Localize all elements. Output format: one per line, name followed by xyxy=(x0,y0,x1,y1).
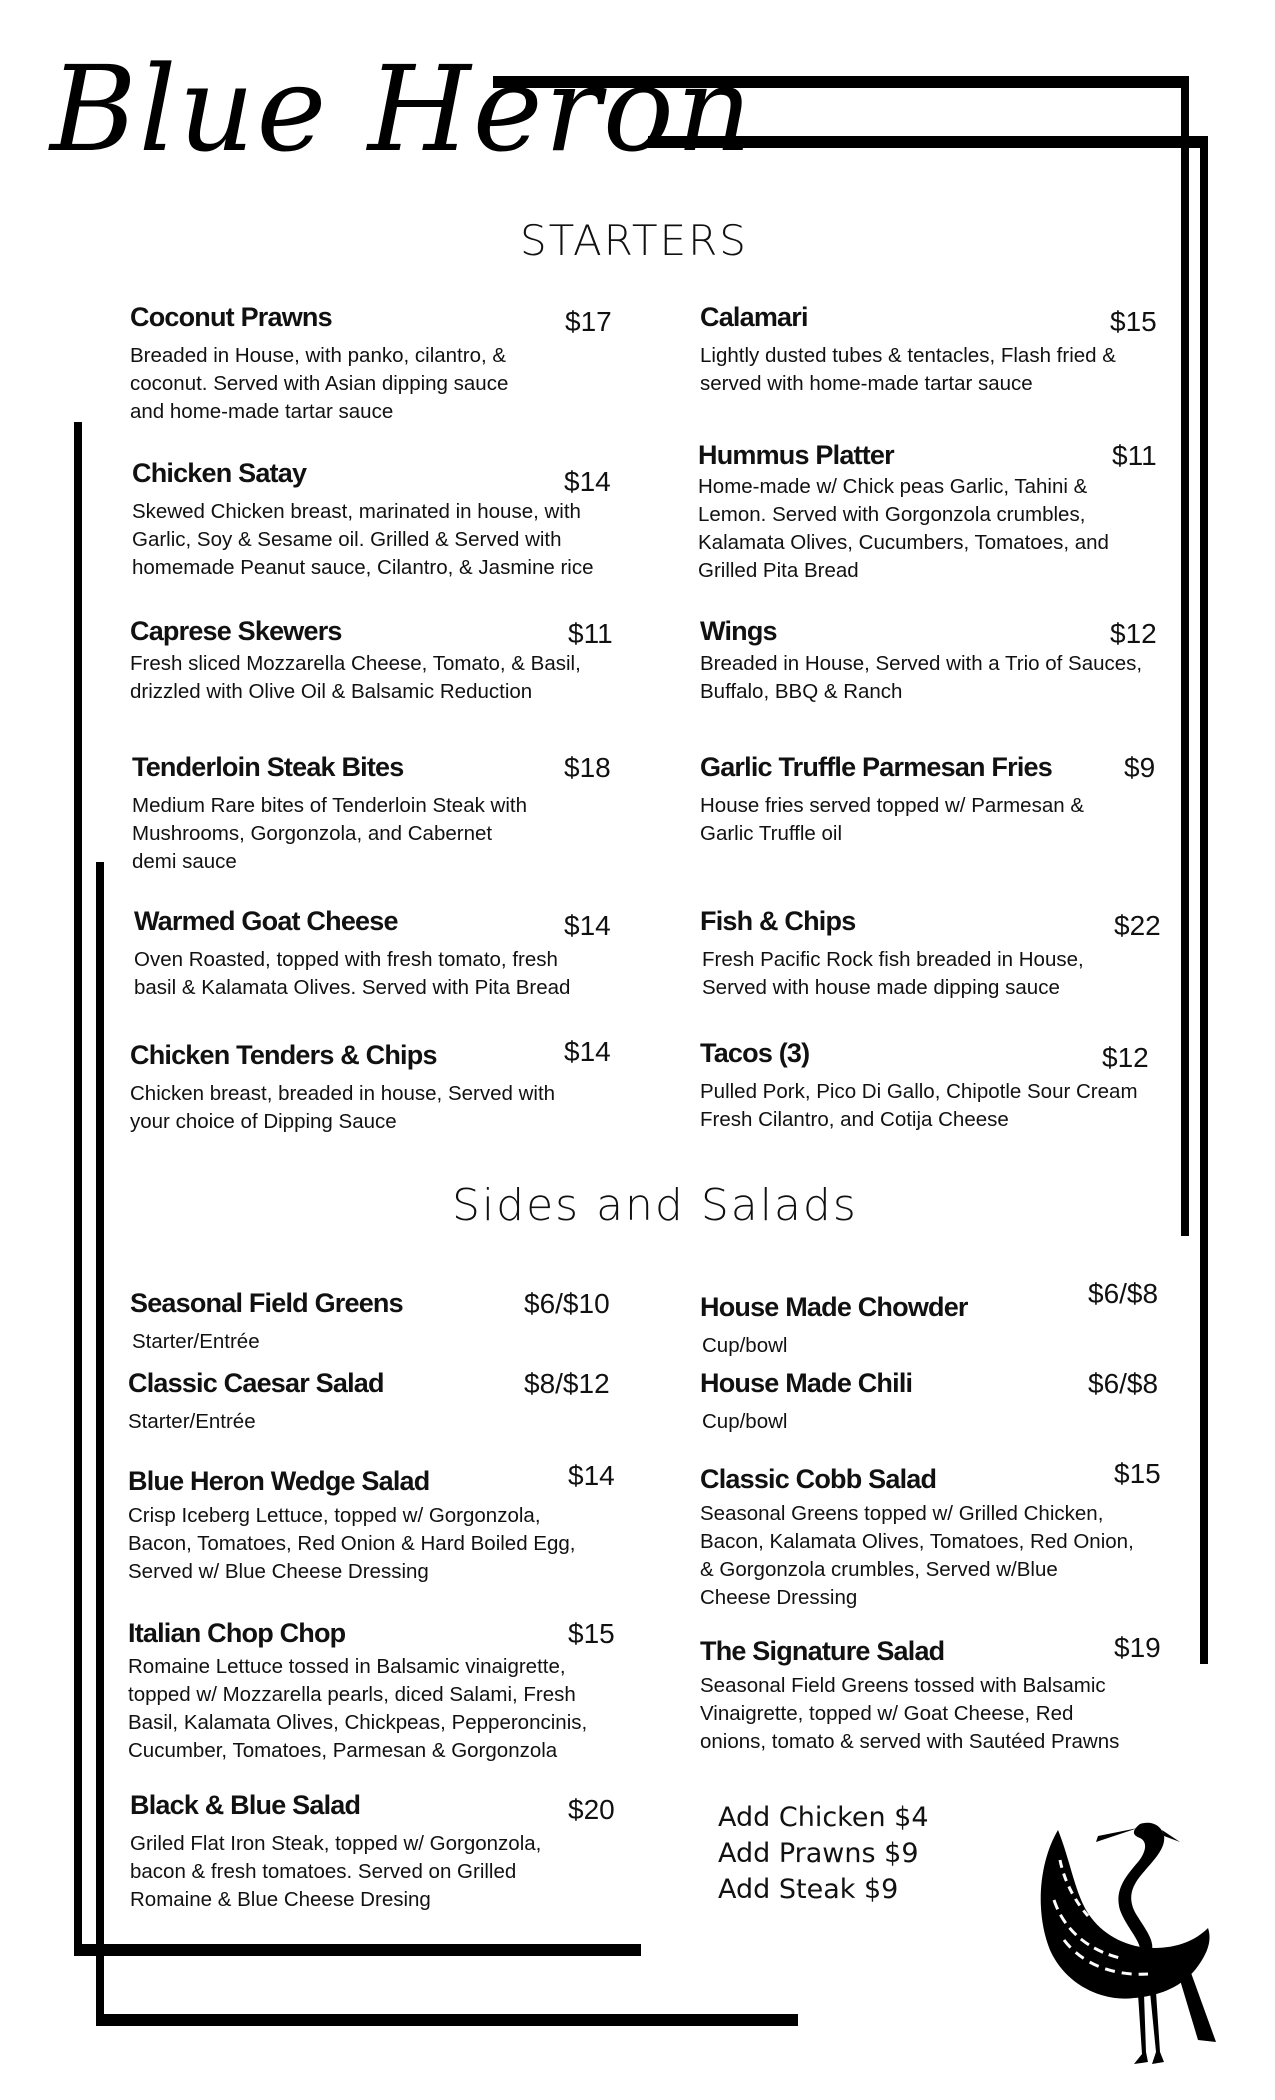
item-name: Chicken Satay xyxy=(132,458,307,488)
heron-silhouette-icon xyxy=(1030,1790,1230,2075)
addons-list xyxy=(718,1800,929,1908)
item-name: Caprese Skewers xyxy=(130,616,342,646)
menu-item-classic-caesar-salad xyxy=(128,1368,620,1436)
menu-item-calamari xyxy=(700,302,1160,398)
item-price: $20 xyxy=(568,1794,615,1825)
item-name: Garlic Truffle Parmesan Fries xyxy=(700,752,1052,782)
item-description: Lightly dusted tubes & tentacles, Flash fried & served with home-made tartar sauce xyxy=(700,344,1116,395)
item-description: Fresh sliced Mozzarella Cheese, Tomato, & Basil, drizzled with Olive Oil & Balsamic Reduction xyxy=(130,652,581,703)
menu-item-blue-heron-wedge xyxy=(128,1460,620,1586)
menu-item-house-made-chowder xyxy=(700,1278,1170,1360)
menu-item-wings xyxy=(700,616,1160,706)
item-name: Tenderloin Steak Bites xyxy=(132,752,404,782)
menu-item-italian-chop-chop xyxy=(128,1618,620,1765)
item-name: Chicken Tenders & Chips xyxy=(130,1040,437,1070)
item-description: Medium Rare bites of Tenderloin Steak with Mushrooms, Gorgonzola, and Cabernet demi sauce xyxy=(132,794,528,873)
item-price: $14 xyxy=(564,1036,611,1067)
item-price: $6/$8 xyxy=(1088,1368,1159,1399)
menu-item-chicken-satay xyxy=(132,458,616,582)
item-price: $15 xyxy=(1110,306,1157,337)
item-price: $14 xyxy=(568,1460,615,1491)
item-description: Cup/bowl xyxy=(702,1334,788,1357)
item-price: $6/$10 xyxy=(524,1288,610,1319)
item-name: Italian Chop Chop xyxy=(128,1618,346,1648)
menu-item-coconut-prawns xyxy=(130,302,616,426)
item-description: Oven Roasted, topped with fresh tomato, fresh basil & Kalamata Olives. Served with Pita Bread xyxy=(134,948,571,999)
frame-bar-bottom-inner xyxy=(96,2014,798,2026)
item-description: Seasonal Greens topped w/ Grilled Chicken, Bacon, Kalamata Olives, Tomatoes, Red Onion, & Gorgonzola crumbles, Served w/Blue Cheese Dressing xyxy=(700,1502,1134,1609)
item-description: Home-made w/ Chick peas Garlic, Tahini & Lemon. Served with Gorgonzola crumbles, Kalamata Olives, Cucumbers, Tomatoes, and Grilled Pita Bread xyxy=(698,475,1109,582)
frame-bar-left-outer xyxy=(74,422,82,1952)
section-title-sides-salads: Sides and Salads xyxy=(452,1180,858,1231)
menu-item-seasonal-field-greens xyxy=(130,1288,620,1356)
item-description: Crisp Iceberg Lettuce, topped w/ Gorgonzola, Bacon, Tomatoes, Red Onion & Hard Boiled Egg, Served w/ Blue Cheese Dressing xyxy=(128,1504,576,1583)
item-description: Starter/Entrée xyxy=(128,1410,256,1433)
item-description: Romaine Lettuce tossed in Balsamic vinaigrette, topped w/ Mozzarella pearls, diced Salami, Fresh Basil, Kalamata Olives, Chickpeas, Pepperoncinis, Cucumber, Tomatoes, Parmesan & Gorgonzola xyxy=(128,1655,588,1762)
item-price: $8/$12 xyxy=(524,1368,610,1399)
item-price: $12 xyxy=(1102,1042,1149,1073)
menu-item-tenderloin-steak-bites xyxy=(132,752,616,876)
item-price: $11 xyxy=(568,618,613,649)
menu-item-garlic-truffle-fries xyxy=(700,752,1160,848)
item-name: The Signature Salad xyxy=(700,1636,945,1666)
item-description: House fries served topped w/ Parmesan & Garlic Truffle oil xyxy=(700,794,1084,845)
frame-bar-right-outer xyxy=(1181,76,1189,1236)
item-price: $22 xyxy=(1114,910,1161,941)
addon-chicken: Add Chicken $4 xyxy=(718,1802,929,1833)
frame-bar-left-inner xyxy=(96,862,104,2024)
item-name: Hummus Platter xyxy=(698,440,894,470)
item-description: Cup/bowl xyxy=(702,1410,788,1433)
frame-bar-bottom-outer xyxy=(74,1944,641,1956)
item-name: Blue Heron Wedge Salad xyxy=(128,1466,430,1496)
section-title-starters: STARTERS xyxy=(520,216,748,265)
item-description: Griled Flat Iron Steak, topped w/ Gorgonzola, bacon & fresh tomatoes. Served on Grilled Romaine & Blue Cheese Dresing xyxy=(130,1832,542,1911)
item-price: $12 xyxy=(1110,618,1157,649)
item-price: $17 xyxy=(565,306,612,337)
menu-item-warmed-goat-cheese xyxy=(134,906,616,1002)
menu-item-classic-cobb-salad xyxy=(700,1458,1170,1612)
item-price: $18 xyxy=(564,752,611,783)
item-name: Classic Cobb Salad xyxy=(700,1464,937,1494)
item-name: Black & Blue Salad xyxy=(130,1790,361,1820)
brand-logo: Blue Heron xyxy=(50,40,754,178)
item-name: Tacos (3) xyxy=(700,1038,810,1068)
item-price: $14 xyxy=(564,466,611,497)
item-price: $15 xyxy=(568,1618,615,1649)
item-name: Warmed Goat Cheese xyxy=(134,906,398,936)
item-price: $19 xyxy=(1114,1632,1161,1663)
item-description: Seasonal Field Greens tossed with Balsamic Vinaigrette, topped w/ Goat Cheese, Red onions, tomato & served with Sautéed Prawns xyxy=(700,1674,1120,1753)
addon-steak: Add Steak $9 xyxy=(718,1874,899,1905)
item-price: $6/$8 xyxy=(1088,1278,1159,1309)
menu-item-fish-and-chips xyxy=(700,906,1160,1002)
item-description: Starter/Entrée xyxy=(132,1330,260,1353)
item-description: Fresh Pacific Rock fish breaded in House, Served with house made dipping sauce xyxy=(702,948,1084,999)
item-description: Pulled Pork, Pico Di Gallo, Chipotle Sour Cream Fresh Cilantro, and Cotija Cheese xyxy=(700,1080,1138,1131)
item-name: House Made Chowder xyxy=(700,1292,968,1322)
item-name: Coconut Prawns xyxy=(130,302,332,332)
item-name: Calamari xyxy=(700,302,808,332)
item-price: $9 xyxy=(1124,752,1156,783)
item-name: House Made Chili xyxy=(700,1368,913,1398)
item-description: Breaded in House, Served with a Trio of Sauces, Buffalo, BBQ & Ranch xyxy=(700,652,1143,703)
item-description: Breaded in House, with panko, cilantro, & coconut. Served with Asian dipping sauce and home-made tartar sauce xyxy=(130,344,509,423)
item-name: Wings xyxy=(700,616,777,646)
menu-item-chicken-tenders xyxy=(130,1036,616,1136)
item-price: $15 xyxy=(1114,1458,1161,1489)
item-description: Chicken breast, breaded in house, Served with your choice of Dipping Sauce xyxy=(130,1082,556,1133)
frame-bar-right-inner xyxy=(1200,136,1208,1664)
menu-item-house-made-chili xyxy=(700,1368,1170,1436)
item-description: Skewed Chicken breast, marinated in house, with Garlic, Soy & Sesame oil. Grilled & Served with homemade Peanut sauce, Cilantro, & Jasmine rice xyxy=(132,500,594,579)
item-name: Seasonal Field Greens xyxy=(130,1288,403,1318)
item-name: Fish & Chips xyxy=(700,906,856,936)
menu-item-hummus-platter xyxy=(698,440,1160,585)
menu-item-black-and-blue-salad xyxy=(130,1790,620,1914)
item-name: Classic Caesar Salad xyxy=(128,1368,384,1398)
menu-item-signature-salad xyxy=(700,1632,1170,1756)
item-price: $11 xyxy=(1112,440,1157,471)
menu-item-tacos xyxy=(700,1038,1160,1134)
addon-prawns: Add Prawns $9 xyxy=(718,1838,919,1869)
item-price: $14 xyxy=(564,910,611,941)
menu-item-caprese-skewers xyxy=(130,616,616,706)
